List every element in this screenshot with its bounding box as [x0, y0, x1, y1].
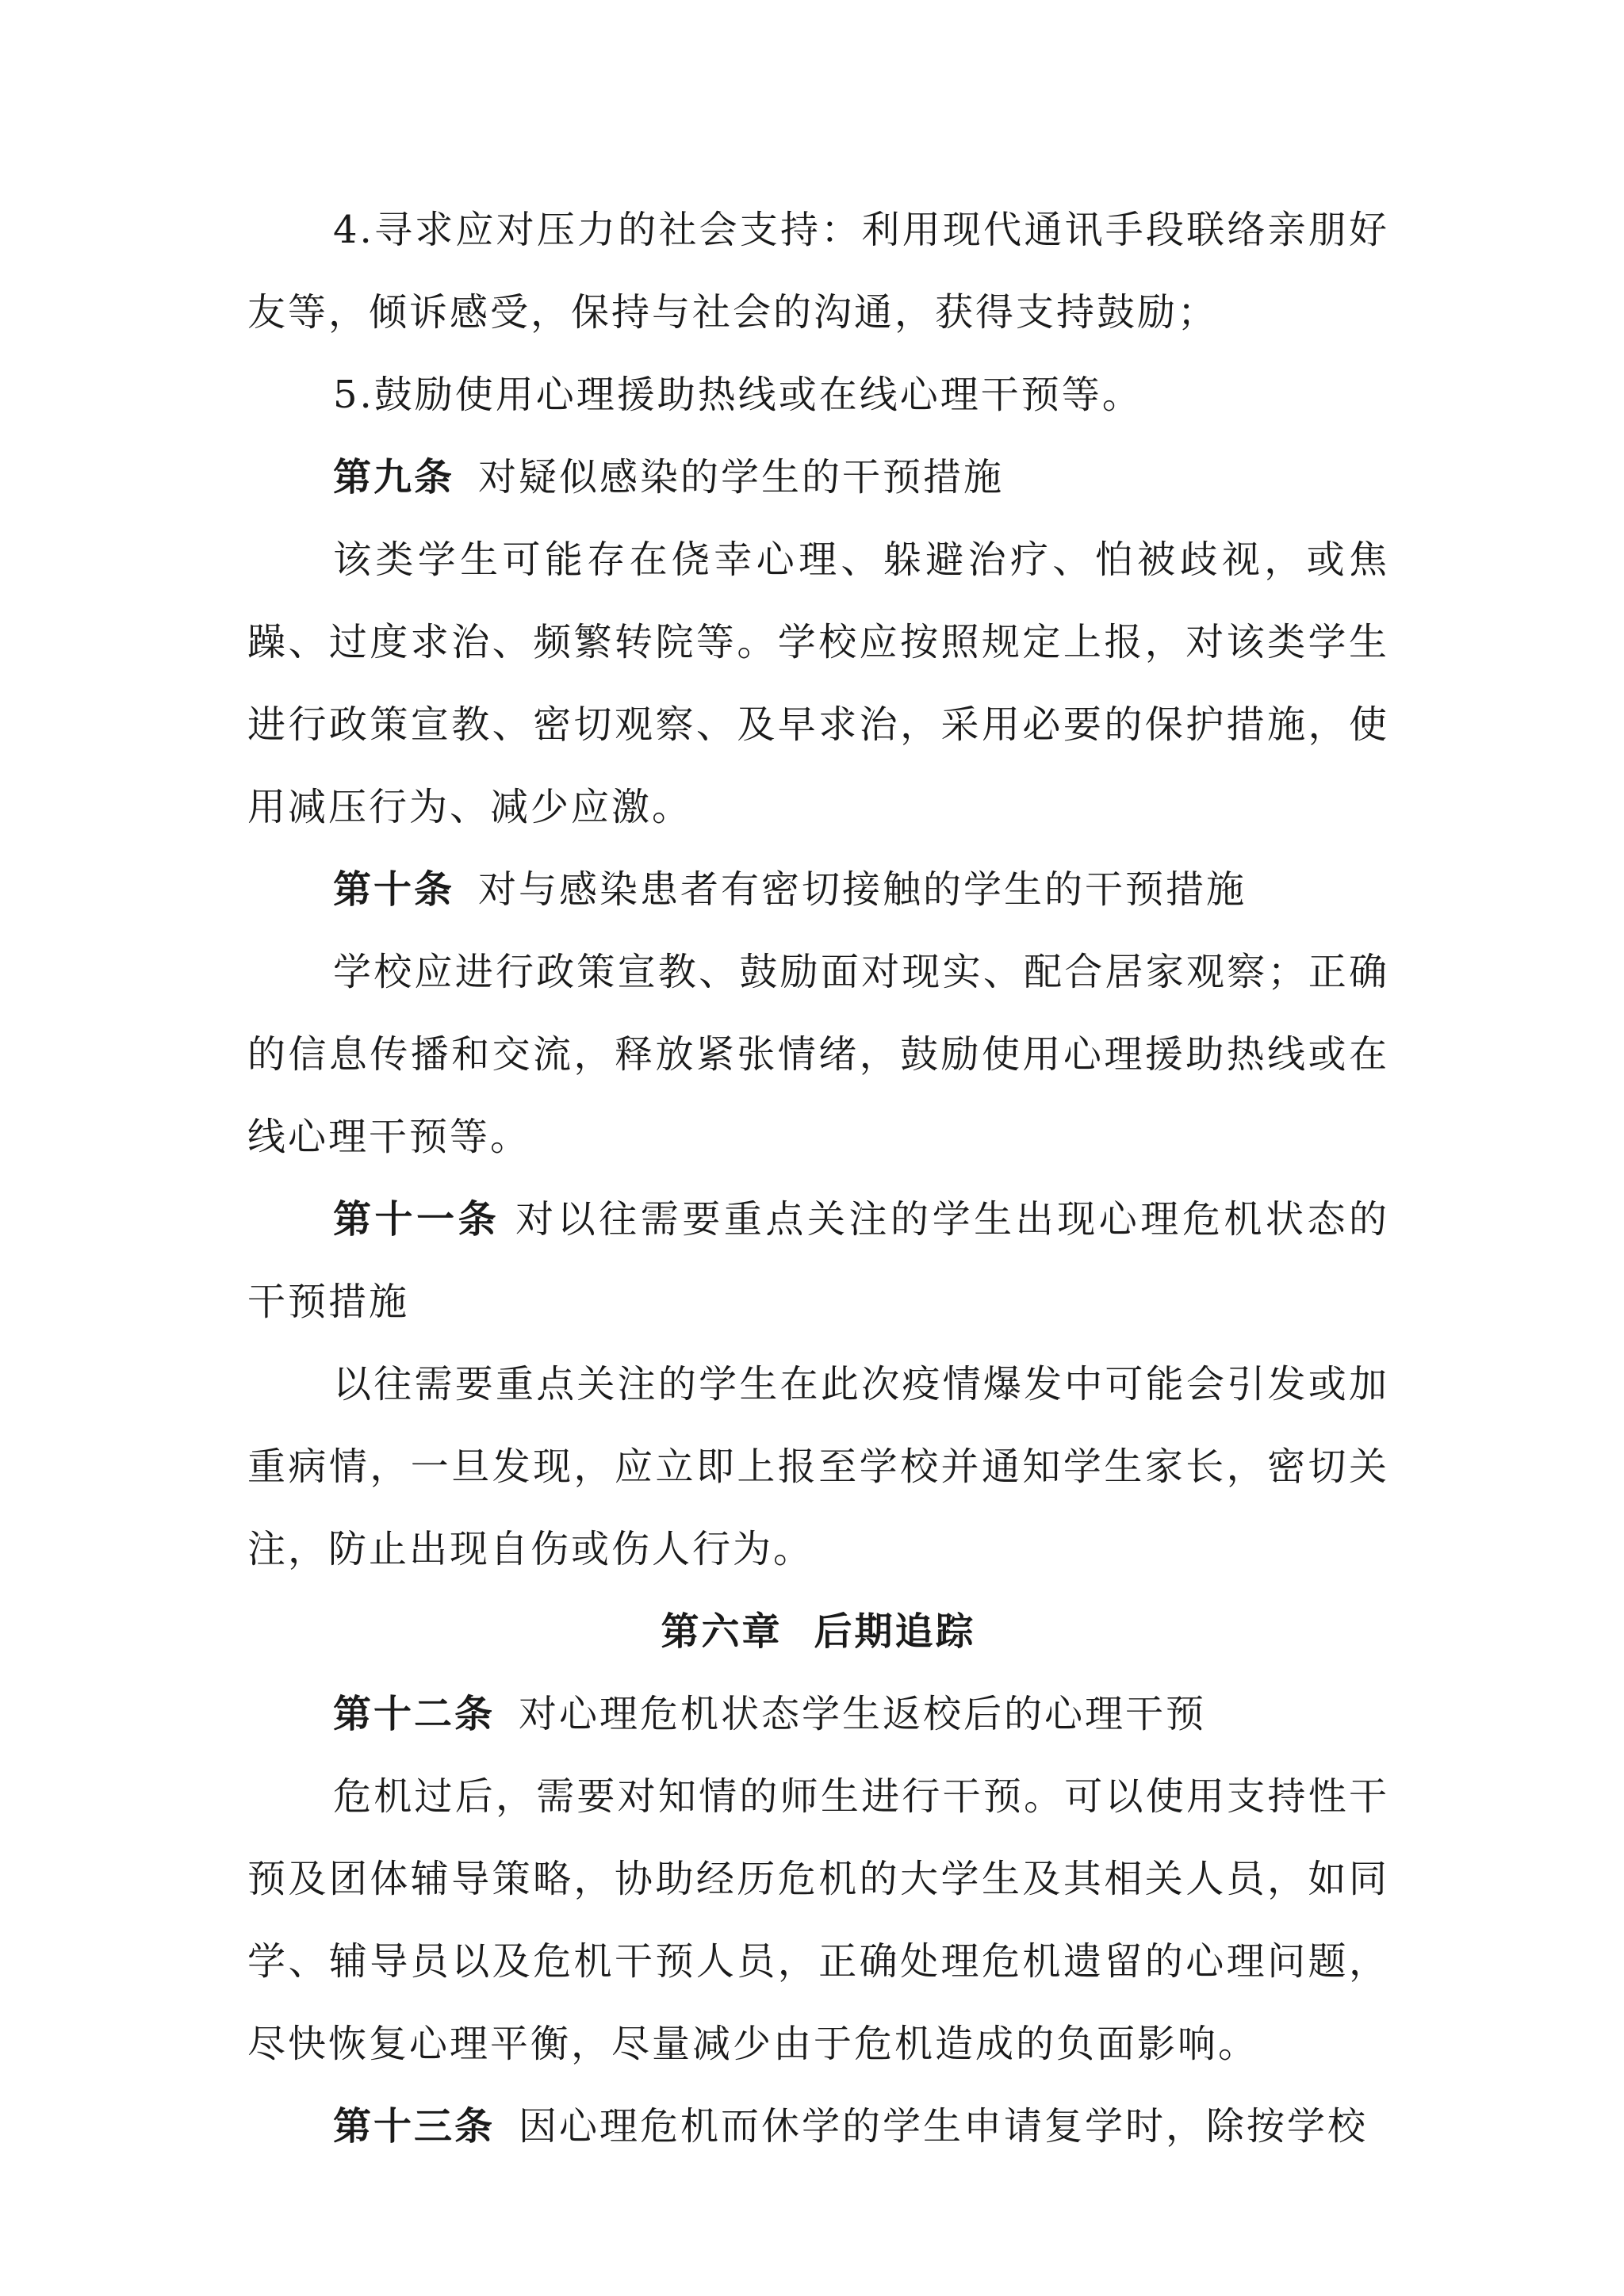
article-title: 对与感染患者有密切接触的学生的干预措施 — [478, 867, 1247, 912]
article-title: 因心理危机而休学的学生申请复学时，除按学校 — [519, 2104, 1369, 2149]
article-11-heading — [247, 1178, 1389, 1343]
article-number: 第九条 — [333, 455, 455, 499]
article-9-heading — [247, 436, 1389, 519]
article-number: 第十二条 — [333, 1692, 496, 1736]
article-12-body: 危机过后，需要对知情的师生进行干预。可以使用支持性干预及团体辅导策略，协助经历危机的大学生及其相关人员，如同学、辅导员以及危机干预人员，正确处理危机遗留的心理问题，尽快恢复心理平衡，尽量减少由于危机造成的负面影响。 — [247, 1774, 1389, 2066]
article-title: 对心理危机状态学生返校后的心理干预 — [519, 1692, 1207, 1736]
paragraph-item-5: 5.鼓励使用心理援助热线或在线心理干预等。 — [333, 373, 1143, 417]
article-13-heading — [247, 2085, 1389, 2168]
article-10-body: 学校应进行政策宣教、鼓励面对现实、配合居家观察；正确的信息传播和交流，释放紧张情绪，鼓励使用心理援助热线或在线心理干预等。 — [247, 950, 1389, 1159]
article-title: 对疑似感染的学生的干预措施 — [478, 455, 1005, 499]
chapter-number: 第六章 — [661, 1609, 783, 1654]
chapter-title: 后期追踪 — [814, 1609, 976, 1654]
article-number: 第十一条 — [333, 1197, 500, 1242]
article-12-heading — [247, 1673, 1389, 1755]
document-body — [247, 189, 1389, 2168]
article-number: 第十三条 — [333, 2104, 496, 2149]
article-10-heading — [247, 848, 1389, 931]
article-number: 第十条 — [333, 867, 455, 912]
paragraph-item-4: 4.寻求应对压力的社会支持：利用现代通讯手段联络亲朋好友等，倾诉感受，保持与社会的沟通，获得支持鼓励； — [247, 208, 1389, 335]
article-title: 对以往需要重点关注的学生出现心理危机状态的干预措施 — [247, 1197, 1389, 1324]
article-11-body: 以往需要重点关注的学生在此次疫情爆发中可能会引发或加重病情，一旦发现，应立即上报至学校并通知学生家长，密切关注，防止出现自伤或伤人行为。 — [247, 1362, 1389, 1571]
chapter-6-heading — [247, 1590, 1389, 1673]
article-9-body: 该类学生可能存在侥幸心理、躲避治疗、怕被歧视，或焦躁、过度求治、频繁转院等。学校应按照规定上报，对该类学生进行政策宣教、密切观察、及早求治，采用必要的保护措施，使用减压行为、减少应激。 — [247, 538, 1389, 829]
